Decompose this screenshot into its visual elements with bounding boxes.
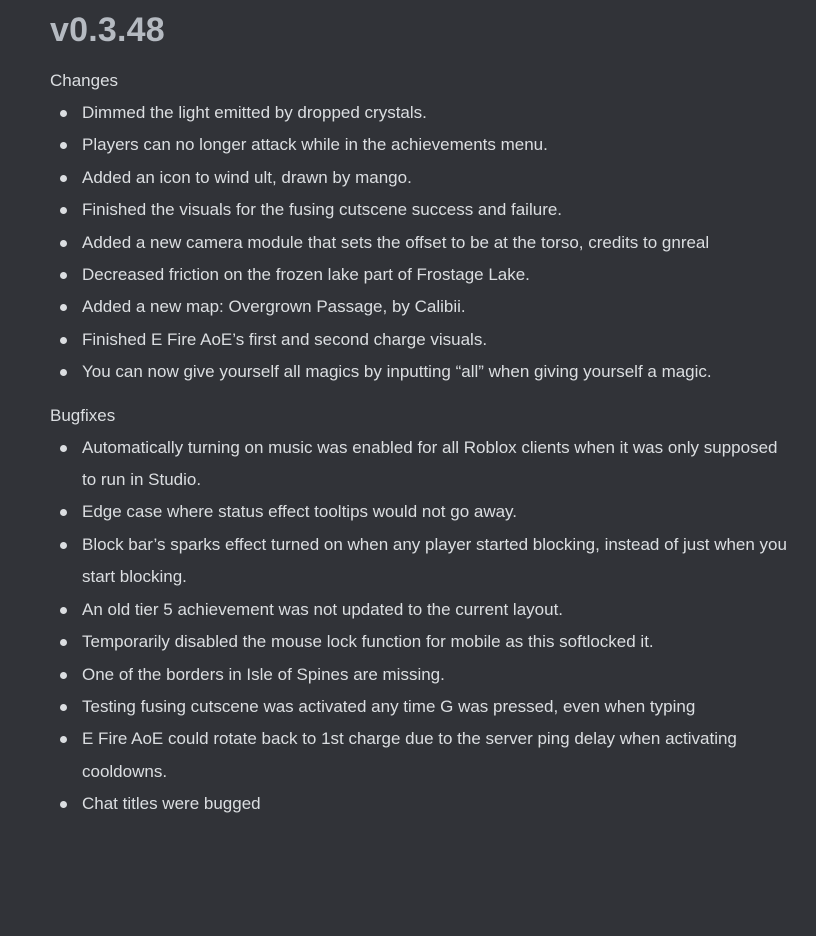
list-item: Added an icon to wind ult, drawn by mango. bbox=[50, 162, 790, 194]
list-item: Finished E Fire AoE’s first and second charge visuals. bbox=[50, 324, 790, 356]
list-item: Added a new map: Overgrown Passage, by Calibii. bbox=[50, 291, 790, 323]
changes-list bbox=[50, 97, 790, 389]
bugfixes-list bbox=[50, 432, 790, 821]
list-item: E Fire AoE could rotate back to 1st charge due to the server ping delay when activating cooldowns. bbox=[50, 723, 790, 788]
list-item: Automatically turning on music was enabled for all Roblox clients when it was only supposed to run in Studio. bbox=[50, 432, 790, 497]
list-item: Chat titles were bugged bbox=[50, 788, 790, 820]
list-item: An old tier 5 achievement was not updated to the current layout. bbox=[50, 594, 790, 626]
list-item: Decreased friction on the frozen lake part of Frostage Lake. bbox=[50, 259, 790, 291]
bugfixes-heading: Bugfixes bbox=[50, 405, 116, 425]
patch-notes bbox=[50, 0, 790, 821]
list-item: Players can no longer attack while in the achievements menu. bbox=[50, 129, 790, 161]
list-item: One of the borders in Isle of Spines are missing. bbox=[50, 659, 790, 691]
list-item: Added a new camera module that sets the offset to be at the torso, credits to gnreal bbox=[50, 227, 790, 259]
list-item: Finished the visuals for the fusing cutscene success and failure. bbox=[50, 194, 790, 226]
list-item: Testing fusing cutscene was activated any time G was pressed, even when typing bbox=[50, 691, 790, 723]
changes-heading: Changes bbox=[50, 71, 119, 90]
list-item: Edge case where status effect tooltips would not go away. bbox=[50, 496, 790, 528]
list-item: Temporarily disabled the mouse lock function for mobile as this softlocked it. bbox=[50, 626, 790, 658]
list-item: Block bar’s sparks effect turned on when any player started blocking, instead of just when you start blocking. bbox=[50, 529, 790, 594]
version-title: v0.3.48 bbox=[50, 11, 165, 49]
list-item: You can now give yourself all magics by inputting “all” when giving yourself a magic. bbox=[50, 356, 790, 388]
list-item: Dimmed the light emitted by dropped crystals. bbox=[50, 97, 790, 129]
